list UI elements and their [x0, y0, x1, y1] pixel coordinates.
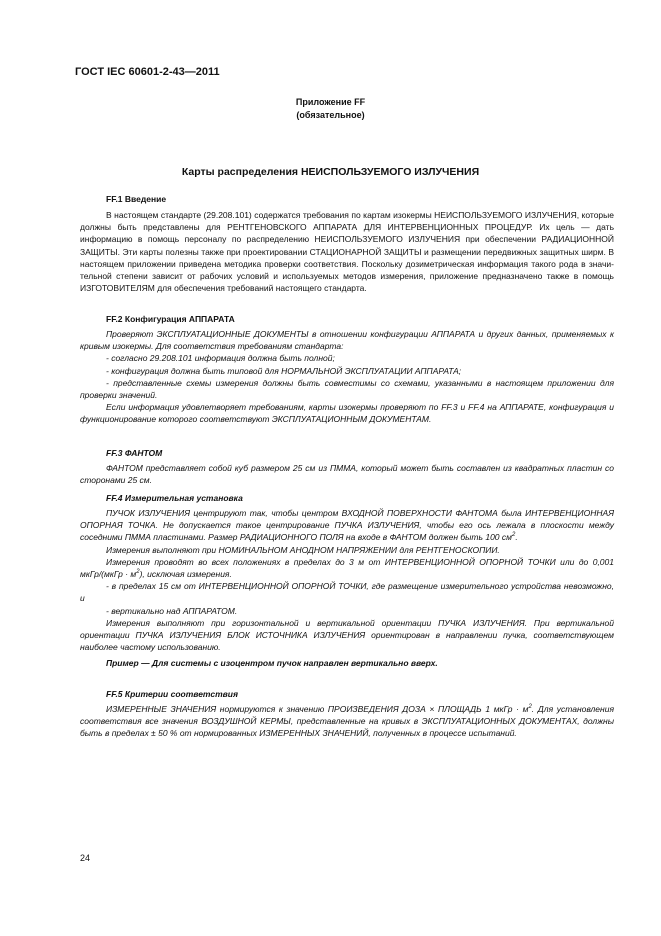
ff2-item: - представленные схемы измерения должны быть совместимы со схемами, указанными в настоящем приложении для проверки значений. — [80, 377, 614, 401]
section-ff4-heading: FF.4 Измерительная установка — [106, 493, 243, 503]
section-ff1-heading: FF.1 Введение — [106, 194, 167, 204]
ff4-paragraph-1: ПУЧОК ИЗЛУЧЕНИЯ центрируют так, чтобы центром ВХОДНОЙ ПОВЕРХНОСТИ ФАНТОМА была ИНТЕРВЕНЦИОННАЯ ОПОРНАЯ ТОЧКА. Не допускается такое центрирование ПУЧКА ИЗЛУЧЕНИЯ, чтобы его ось лежала в плоскости между соседними ПММА пластинами. Размер РАДИАЦИОННОГО ПОЛЯ на входе в ФАНТОМ должен быть 100 $см^2$. — [80, 508, 614, 543]
ff5-paragraph: ИЗМЕРЕННЫЕ ЗНАЧЕНИЯ нормируются к значению ПРОИЗВЕДЕНИЯ ДОЗА × ПЛОЩАДЬ 1 мкГр · $м^2$. Для установления соответствия все значения ВОЗДУШНОЙ КЕРМЫ, представленные на кривых в ЭКСПЛУАТАЦИОННЫХ ДОКУМЕНТАХ, должны быть в пределах ± 50 % от нормированных ИЗМЕРЕННЫХ ЗНАЧЕНИЙ, полученных в процессе испытаний. — [80, 704, 614, 739]
appendix-type: (обязательное) — [296, 110, 365, 120]
ff2-outro: Если информация удовлетворяет требованиям, карты изокермы проверяют по FF.3 и FF.4 на АППАРАТЕ, конфигурация и функционирование которого соответствуют ЭКСПЛУАТАЦИОННЫМ ДОКУМЕНТАМ. — [80, 402, 614, 425]
ff4-paragraph-3: Измерения проводят во всех положениях в пределах до 3 м от ИНТЕРВЕНЦИОННОЙ ОПОРНОЙ ТОЧКИ или до 0,001 мкГр/(мкГр · $м^2$), исключая измерения. — [80, 556, 614, 580]
page-number: 24 — [80, 853, 91, 863]
section-ff3-body — [80, 462, 614, 486]
section-ff4-body — [80, 507, 614, 670]
ff4-item: - вертикально над АППАРАТОМ. — [106, 605, 238, 616]
section-ff5-body — [80, 703, 614, 740]
ff2-item: - конфигурация должна быть типовой для НОРМАЛЬНОЙ ЭКСПЛУАТАЦИИ АППАРАТА; — [106, 365, 462, 376]
ff4-item: - в пределах 15 см от ИНТЕРВЕНЦИОННОЙ ОПОРНОЙ ТОЧКИ, где размещение измерительного устройства невозможно, и — [80, 581, 614, 604]
section-ff2-heading: FF.2 Конфигурация АППАРАТА — [106, 314, 235, 324]
section-ff2-body — [80, 328, 614, 426]
ff4-paragraph-2: Измерения выполняют при НОМИНАЛЬНОМ АНОДНОМ НАПРЯЖЕНИИ для РЕНТГЕНОСКОПИИ. — [106, 544, 500, 555]
section-ff1-body — [80, 209, 614, 294]
appendix-label: Приложение FF — [295, 97, 366, 107]
section-ff3-heading: FF.3 ФАНТОМ — [106, 448, 163, 458]
ff2-item: - согласно 29.208.101 информация должна быть полной; — [106, 353, 335, 364]
ff1-paragraph: В настоящем стандарте (29.208.101) содержатся требования по картам изокермы НЕИСПОЛЬЗУЕМОГО ИЗЛУЧЕНИЯ, которые должны быть представлены для РЕНТГЕНОВСКОГО АППАРАТА ДЛЯ ИНТЕРВЕНЦИОННЫХ ПРОЦЕДУР. Их цель — дать информацию в помощь персоналу по распределению НЕИСПОЛЬЗУЕМОГО ИЗЛУЧЕНИЯ при обеспечении РАДИАЦИОННОЙ ЗАЩИТЫ. Эти карты полезны также при проектировании СТАЦИОНАРНОЙ ЗАЩИТЫ и размещении передвижных защитных ширм. В настоящем приложении приведена методика проверки соответствия. Поскольку дозиметрическая информация такого рода в значительной степени зависит от рабочих условий и используемых методов измерения, приложение предназначено также в помощь ИЗГОТОВИТЕЛЯМ для обеспечения требований настоящего стандарта. — [80, 210, 614, 294]
ff2-intro: Проверяют ЭКСПЛУАТАЦИОННЫЕ ДОКУМЕНТЫ в отношении конфигурации АППАРАТА и других данных, применяемых к кривым изокермы. Для соответствия требованиям стандарта: — [80, 329, 614, 352]
ff4-paragraph-4: Измерения выполняют при горизонтальной и вертикальной ориентации ПУЧКА ИЗЛУЧЕНИЯ. При вертикальной ориентации ПУЧКА ИЗЛУЧЕНИЯ БЛОК ИСТОЧНИКА ИЗЛУЧЕНИЯ ориентирован в направлении пучка, соответствующем наиболее частому использованию. — [80, 617, 614, 653]
section-ff5-heading: FF.5 Критерии соответствия — [106, 689, 238, 699]
ff4-example: Пример — Для системы с изоцентром пучок направлен вертикально вверх. — [106, 658, 438, 669]
ff3-paragraph: ФАНТОМ представляет собой куб размером 25 см из ПММА, который может быть составлен из квадратных пластин со сторонами 25 см. — [80, 463, 614, 486]
document-header: ГОСТ IEC 60601-2-43—2011 — [75, 66, 220, 78]
page-title: Карты распределения НЕИСПОЛЬЗУЕМОГО ИЗЛУЧЕНИЯ — [181, 166, 480, 178]
